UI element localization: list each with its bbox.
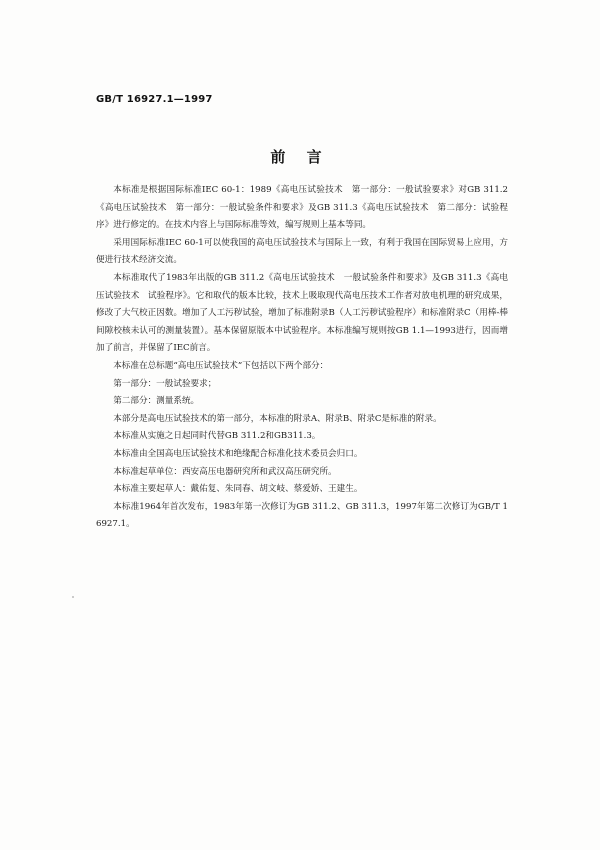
paragraph-part-one: 第一部分：一般试验要求；	[113, 378, 217, 389]
paragraph-history: 本标准1964年首次发布，1983年第一次修订为GB 311.2、GB 311.3，1997年第二次修订为GB/T 16927.1。	[96, 501, 508, 530]
paragraph-annexes: 本部分是高电压试验技术的第一部分，本标准的附录A、附录B、附录C是标准的附录。	[113, 413, 442, 424]
paragraph-adoption: 采用国际标准IEC 60-1可以使我国的高电压试验技术与国际上一致，有利于我国在国际贸易上应用，方便进行技术经济交流。	[96, 237, 508, 266]
paragraph-drafters: 本标准主要起草人：戴佑复、朱同春、胡文岐、蔡爱娇、王建生。	[113, 484, 363, 495]
paragraph-parts-intro: 本标准在总标题“高电压试验技术”下包括以下两个部分：	[113, 360, 329, 371]
foreword-body	[96, 182, 508, 534]
paragraph-replacement: 本标准取代了1983年出版的GB 311.2《高电压试验技术 一般试验条件和要求》及GB 311.3《高电压试验技术 试验程序》。它和取代的版本比较，技术上吸取现代高电压技术工作者对放电机理的研究成果，修改了大气校正因数。增加了人工污秽试验，增加了标准附录B（人工污秽试验程序）和标准附录C（用棒-棒间隙校核未认可的测量装置）。基本保留原版本中试验程序。本标准编写规则按GB 1.1—1993进行，因而增加了前言，并保留了IEC前言。	[96, 272, 508, 354]
paragraph-basis: 本标准是根据国际标准IEC 60-1：1989《高电压试验技术 第一部分：一般试验要求》对GB 311.2《高电压试验技术 第一部分：一般试验条件和要求》及GB 311.3《高电压试验技术 第二部分：试验程序》进行修定的。在技术内容上与国际标准等效，编写规则上基本等同。	[96, 185, 508, 231]
paragraph-drafting-units: 本标准起草单位：西安高压电器研究所和武汉高压研究所。	[113, 466, 337, 477]
scan-speck	[72, 596, 74, 598]
standard-code: GB/T 16927.1—1997	[96, 94, 213, 105]
page-title: 前 言	[270, 148, 330, 166]
paragraph-part-two: 第二部分：测量系统。	[113, 396, 200, 407]
paragraph-supersedes: 本标准从实施之日起同时代替GB 311.2和GB311.3。	[113, 431, 321, 442]
paragraph-committee: 本标准由全国高电压试验技术和绝缘配合标准化技术委员会归口。	[113, 448, 363, 459]
